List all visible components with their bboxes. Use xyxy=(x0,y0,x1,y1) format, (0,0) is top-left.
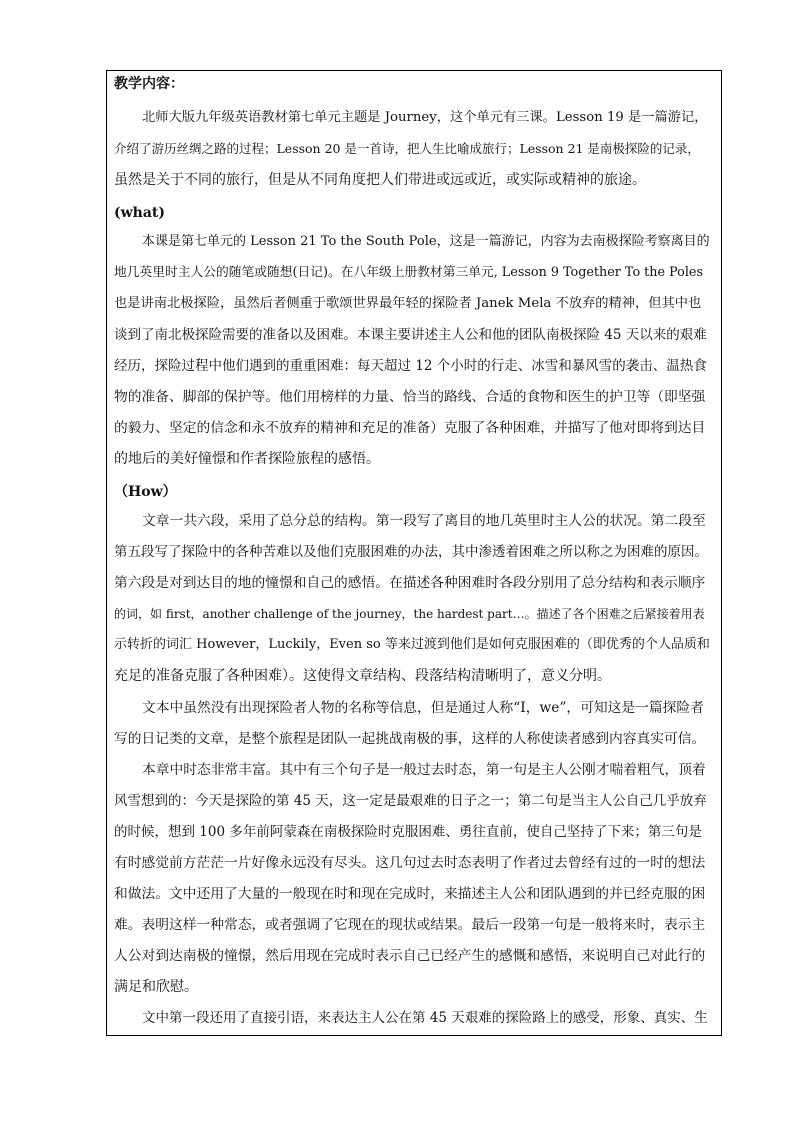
paragraph-line: 文中第一段还用了直接引语，来表达主人公在第 45 天艰难的探险路上的感受，形象、真实、生 xyxy=(142,1010,708,1026)
paragraph-line: 人公对到达南极的憧憬，然后用现在完成时表示自己已经产生的感慨和感悟，来说明自己对此行的 xyxy=(114,948,706,964)
paragraph-line: 写的日记类的文章，是整个旅程是团队一起挑战南极的事，这样的人称使读者感到内容真实可信。 xyxy=(114,731,706,747)
paragraph-line: 的时候，想到 100 多年前阿蒙森在南极探险时克服困难、勇往直前，使自己坚持了下来；第三句是 xyxy=(114,824,702,840)
paragraph-line: 介绍了游历丝绸之路的过程；Lesson 20 是一首诗，把人生比喻成旅行；Lesson 21 是南极探险的记录， xyxy=(114,141,700,156)
paragraph-line: 风雪想到的：今天是探险的第 45 天，这一定是最艰难的日子之一；第二句是当主人公自己几乎放弃 xyxy=(114,793,707,809)
paragraph-line: 第六段是对到达目的地的憧憬和自己的感悟。在描述各种困难时各段分别用了总分结构和表示顺序 xyxy=(114,575,706,591)
paragraph-line: 谈到了南北极探险需要的准备以及困难。本课主要讲述主人公和他的团队南极探险 45 天以来的艰难 xyxy=(114,327,707,343)
paragraph-line: 本章中时态非常丰富。其中有三个句子是一般过去时态，第一句是主人公刚才喘着粗气，顶着 xyxy=(142,762,706,778)
paragraph-line: 物的准备、脚部的保护等。他们用榜样的力量、恰当的路线、合适的食物和医生的护卫等（即坚强 xyxy=(114,389,706,405)
paragraph-line: 经历，探险过程中他们遇到的重重困难：每天超过 12 个小时的行走、冰雪和暴风雪的袭击、温热食 xyxy=(114,358,707,374)
section-heading: 教学内容： xyxy=(114,76,184,92)
section-label: (what) xyxy=(114,205,166,221)
section-label: （How） xyxy=(114,484,177,500)
paragraph-line: 北师大版九年级英语教材第七单元主题是 Journey，这个单元有三课。Lesson 19 是一篇游记， xyxy=(142,110,708,125)
paragraph-line: 也是讲南北极探险，虽然后者侧重于歌颂世界最年轻的探险者 Janek Mela 不放弃的精神，但其中也 xyxy=(114,296,702,311)
paragraph-line: 有时感觉前方茫茫一片好像永远没有尽头。这几句过去时态表明了作者过去曾经有过的一时的想法 xyxy=(114,855,706,871)
paragraph-line: 充足的准备克服了各种困难）。这使得文章结构、段落结构清晰明了，意义分明。 xyxy=(114,668,611,684)
paragraph-line: 文本中虽然没有出现探险者人物的名称等信息，但是通过人称“I，we”，可知这是一篇探险者 xyxy=(142,700,704,716)
paragraph-line: 的地后的美好憧憬和作者探险旅程的感悟。 xyxy=(114,451,380,467)
paragraph-line: 的毅力、坚定的信念和永不放弃的精神和充足的准备）克服了各种困难，并描写了他对即将到达目 xyxy=(114,420,706,436)
paragraph-line: 第五段写了探险中的各种苦难以及他们克服困难的办法，其中渗透着困难之所以称之为困难的原因。 xyxy=(114,544,708,560)
paragraph-line: 和做法。文中还用了大量的一般现在时和现在完成时，来描述主人公和团队遇到的并已经克服的困 xyxy=(114,886,706,902)
paragraph-line: 本课是第七单元的 Lesson 21 To the South Pole，这是一篇游记，内容为去南极探险考察离目的 xyxy=(142,234,710,249)
paragraph-line: 难。表明这样一种常态，或者强调了它现在的现状或结果。最后一段第一句是一般将来时，表示主 xyxy=(114,917,706,933)
paragraph-line: 示转折的词汇 However，Luckily，Even so 等来过渡到他们是如何克服困难的（即优秀的个人品质和 xyxy=(114,637,710,652)
paragraph-line: 文章一共六段，采用了总分总的结构。第一段写了离目的地几英里时主人公的状况。第二段至 xyxy=(142,513,706,529)
paragraph-line: 的词，如 first，another challenge of the journey，the hardest part…。描述了各个困难之后紧接着用表 xyxy=(114,607,705,621)
paragraph-line: 虽然是关于不同的旅行，但是从不同角度把人们带进或远或近，或实际或精神的旅途。 xyxy=(114,172,646,188)
paragraph-line: 满足和欣慰。 xyxy=(114,979,198,995)
paragraph-line: 地几英里时主人公的随笔或随想(日记)。在八年级上册教材第三单元, Lesson 9 Together To the Poles xyxy=(114,265,704,280)
